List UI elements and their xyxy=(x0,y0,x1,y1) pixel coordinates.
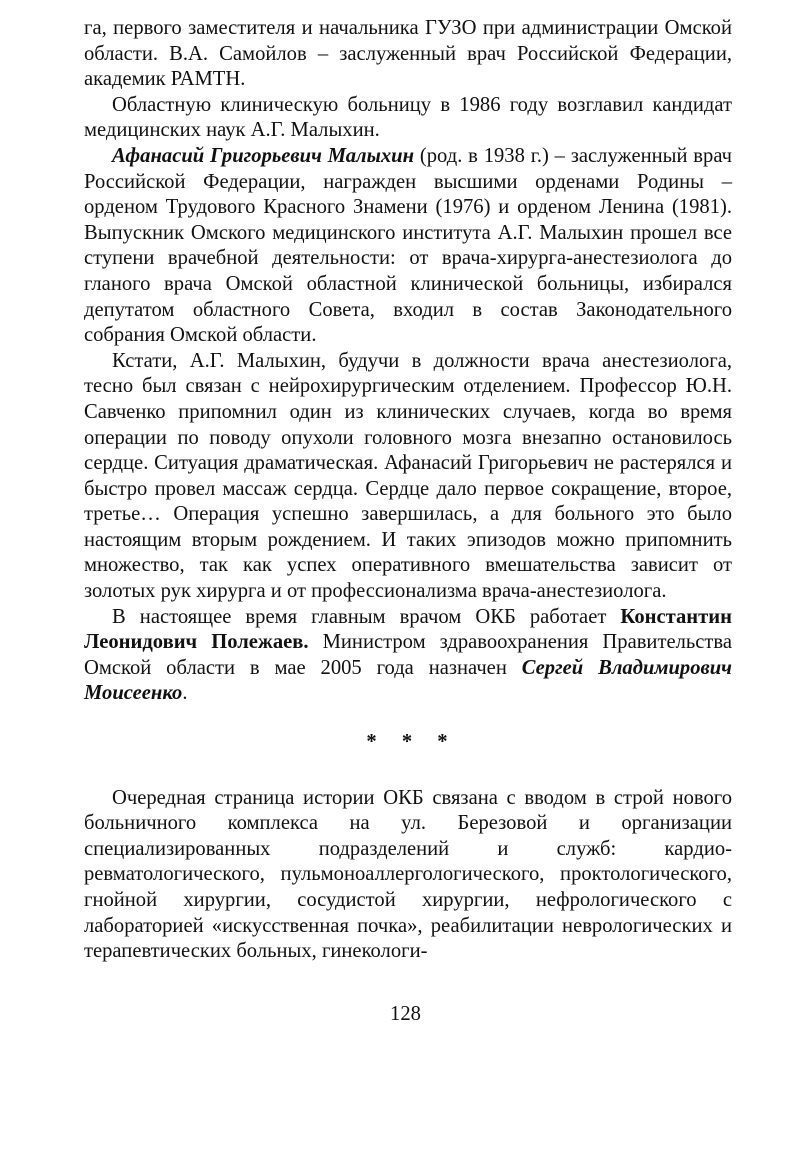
text-span: Областную клиническую больницу в 1986 году возглавил кандидат медицинских наук А.Г. Малыхин. xyxy=(84,93,732,142)
text-span: . xyxy=(182,682,188,705)
paragraph-p2 xyxy=(84,93,732,144)
paragraph-p3 xyxy=(84,144,732,349)
section-separator: * * * xyxy=(366,731,458,754)
text-span: га, первого заместителя и начальника ГУЗО при администрации Омской области. В.А. Самойлов – заслуженный врач Российской Федерации, академик РАМТН. xyxy=(84,17,732,91)
paragraph-p4 xyxy=(84,349,732,605)
text-span: Константин Леонидович Полежаев. xyxy=(84,605,732,654)
paragraph-p1 xyxy=(84,16,732,93)
page-number: 128 xyxy=(390,1003,421,1025)
text-span: (род. в 1938 г.) – заслуженный врач Российской Федерации, награжден высшими орденами Родины – орденом Трудового Красного Знамени (1976) и орденом Ленина (1981). Выпускник Омского медицинского института А.Г. Малыхин прошел все ступени врачебной деятельности: от врача-хирурга-анестезиолога до гланого врача Омской областной клинической больницы, избирался депутатом областного Совета, входил в состав Законодательного собрания Омской области. xyxy=(84,144,732,347)
paragraph-p5 xyxy=(84,605,732,707)
body-text-after xyxy=(84,786,732,965)
text-span: Афанасий Григорьевич Малыхин xyxy=(112,144,415,167)
document-page xyxy=(84,16,732,965)
text-span: Очередная страница истории ОКБ связана с вводом в строй нового больничного комплекса на ул. Березовой и организации специализированных подразделений и служб: кардио-ревматологического, пульмоноаллергологического, проктологического, гнойной хирургии, сосудистой хирургии, нефрологического с лабораторией «искусственная почка», реабилитации неврологических и терапевтических больных, гинекологи- xyxy=(84,786,732,963)
text-span: В настоящее время главным врачом ОКБ работает xyxy=(112,605,621,628)
text-span: Кстати, А.Г. Малыхин, будучи в должности врача анестезиолога, тесно был связан с нейрохирургическим отделением. Профессор Ю.Н. Савченко припомнил один из клинических случаев, когда во время операции по поводу опухоли головного мозга внезапно остановилось сердце. Ситуация драматическая. Афанасий Григорьевич не растерялся и быстро провел массаж сердца. Сердце дало первое сокращение, второе, третье… Операция успешно завершилась, а для больного это было настоящим вторым рождением. И таких эпизодов можно припомнить множество, так как успех оперативного вмешательства зависит от золотых рук хирурга и от профессионализма врача-анестезиолога. xyxy=(84,349,732,603)
paragraph-p6 xyxy=(84,786,732,965)
text-span: Сергей Владимирович Моисеенко xyxy=(84,656,732,705)
text-span: Министром здравоохранения Правительства Омской области в мае 2005 года назначен xyxy=(84,631,732,679)
body-text-before xyxy=(84,16,732,707)
